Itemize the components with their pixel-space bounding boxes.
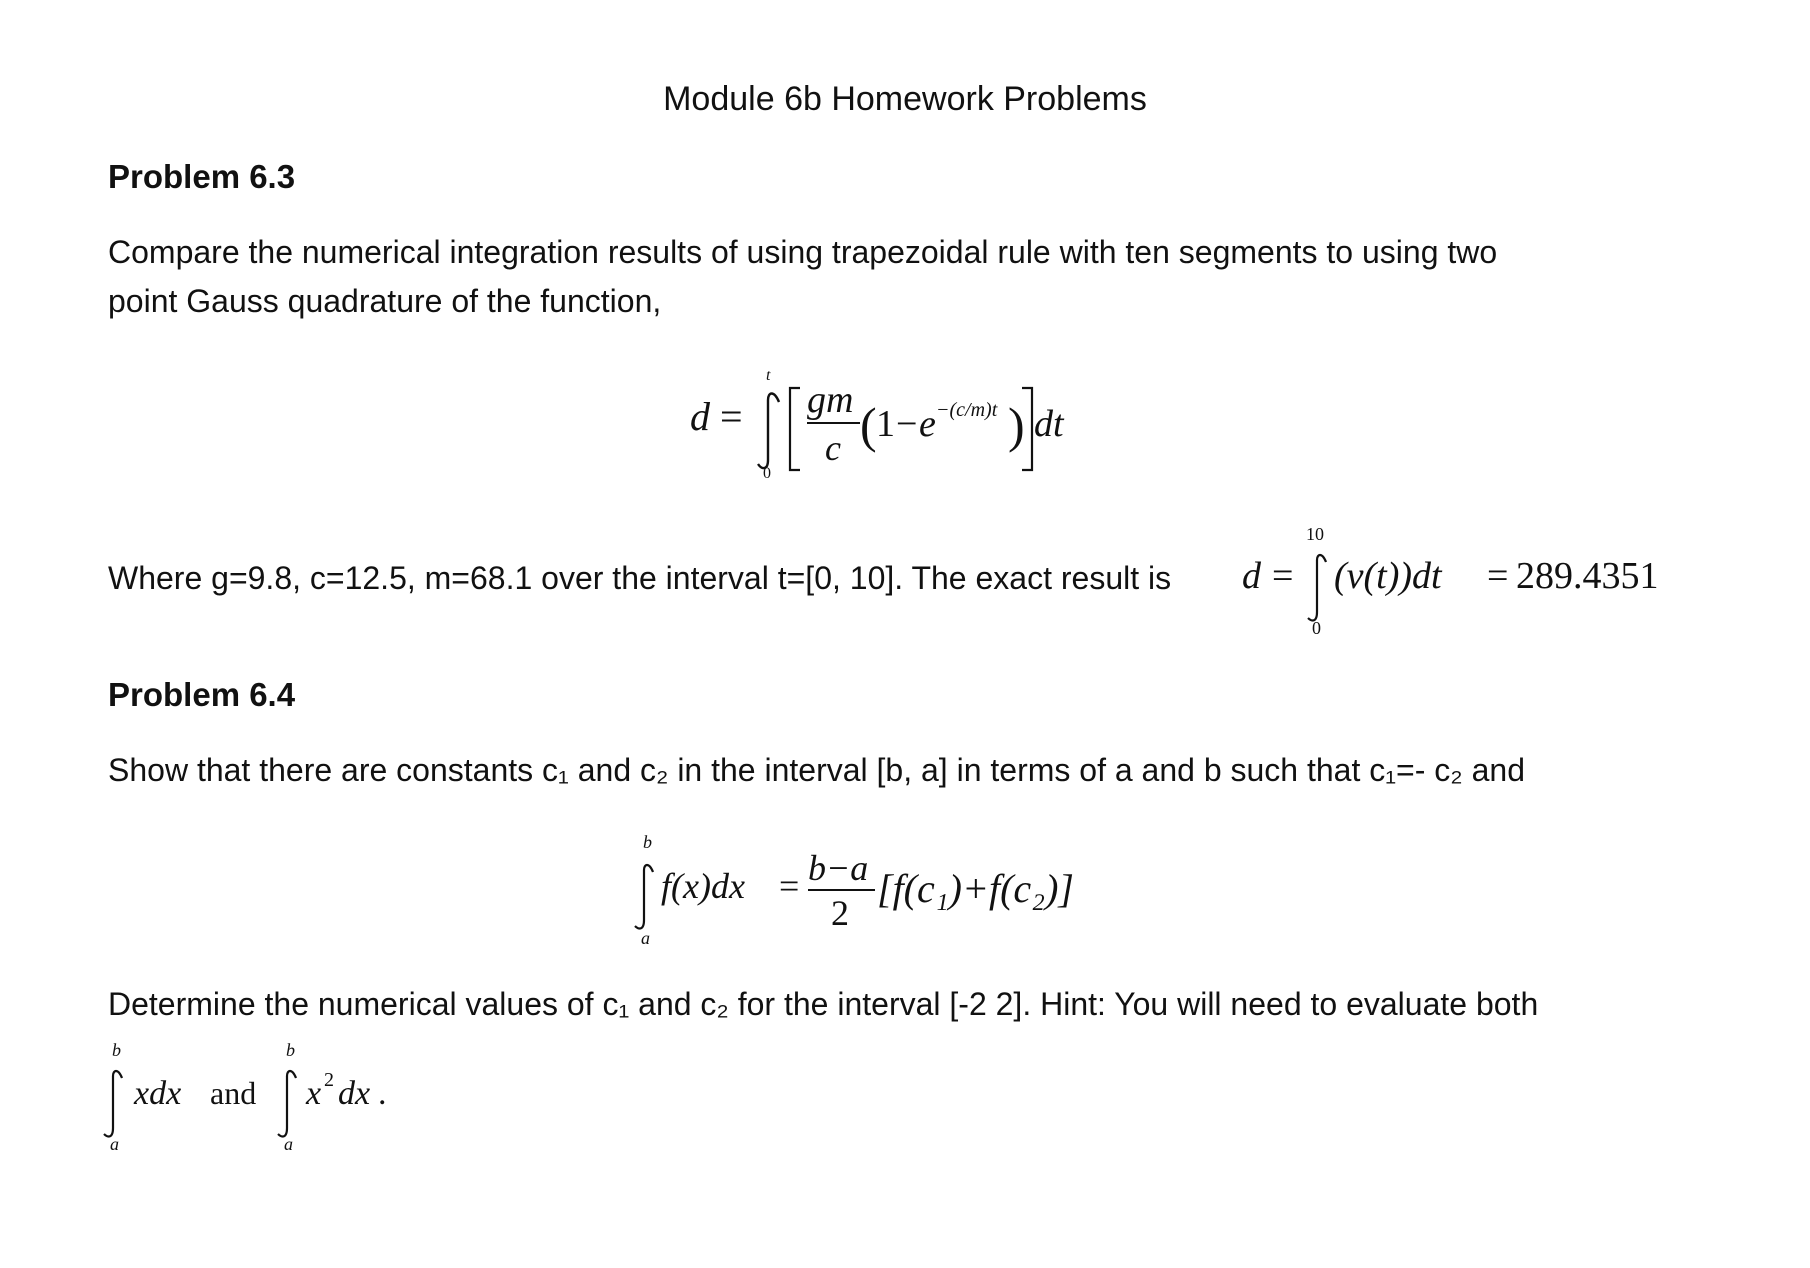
gauss-numerator: b−a — [808, 848, 869, 888]
exact-integrand: (v(t))dt — [1334, 555, 1442, 597]
integral-sign — [758, 394, 779, 469]
exact-result-equation — [1242, 520, 1682, 640]
eq-minus: − — [896, 403, 918, 445]
problem-6-4-statement: Show that there are constants c₁ and c₂ in the interval [b, a] in terms of a and b such that c₁=- c₂ and — [108, 752, 1525, 788]
hint2-upper-limit: b — [286, 1040, 295, 1060]
eq-one: 1 — [876, 403, 895, 445]
exact-lower-limit: 0 — [1312, 618, 1321, 638]
gauss-bracket-expression: [f(c₁)+f(c₂)] — [877, 866, 1074, 911]
eq-differential: dt — [1034, 403, 1064, 445]
exact-lhs-d: d — [1242, 555, 1261, 597]
gauss-lower-limit: a — [641, 928, 650, 948]
hint1-integrand: xdx — [134, 1075, 182, 1112]
eq-numerator: gm — [807, 379, 854, 421]
problem-6-4-determine-text: Determine the numerical values of c₁ and c₂ for the interval [-2 2]. Hint: You will need to evaluate both — [108, 986, 1539, 1022]
eq-denominator: c — [825, 428, 841, 468]
hint2-integrand-power: 2 — [324, 1069, 334, 1091]
left-square-bracket — [790, 388, 800, 470]
exact-equals: = — [1272, 555, 1294, 597]
hint1-upper-limit: b — [112, 1040, 121, 1060]
gauss-integrand: f(x)dx — [661, 866, 745, 906]
gauss-denominator: 2 — [831, 893, 849, 933]
gauss-equals: = — [779, 866, 800, 906]
eq-equals: = — [720, 394, 743, 439]
problem-6-4-heading: Problem 6.4 — [108, 676, 296, 713]
eq-exponent: −(c/m)t — [936, 399, 998, 421]
eq-exp-base: e — [919, 403, 936, 445]
hint-and: and — [210, 1075, 257, 1111]
problem-6-3-intro-line2: point Gauss quadrature of the function, — [108, 283, 662, 319]
hint-integrals — [100, 1038, 460, 1158]
problem-6-3-intro-line1: Compare the numerical integration results of using trapezoidal rule with ten segments to using two — [108, 234, 1498, 270]
eq-lhs-d: d — [690, 394, 710, 439]
exact-integral-sign — [1308, 555, 1326, 620]
right-paren: ) — [1008, 397, 1025, 453]
exact-upper-limit: 10 — [1306, 524, 1324, 544]
distance-integral-equation — [690, 360, 1110, 480]
left-paren: ( — [860, 397, 877, 453]
problem-6-3-where-text: Where g=9.8, c=12.5, m=68.1 over the interval t=[0, 10]. The exact result is — [108, 560, 1172, 596]
hint1-integral-sign — [104, 1071, 122, 1136]
hint2-integrand-dx: dx — [338, 1075, 371, 1112]
hint2-integral-sign — [278, 1071, 296, 1136]
problem-6-3-heading: Problem 6.3 — [108, 158, 296, 195]
exact-result: 289.4351 — [1516, 555, 1659, 597]
hint2-integrand-x: x — [306, 1075, 322, 1112]
eq-upper-limit: t — [766, 367, 771, 384]
page-title: Module 6b Homework Problems — [663, 80, 1147, 118]
hint1-lower-limit: a — [110, 1134, 119, 1154]
gauss-upper-limit: b — [643, 832, 652, 852]
hint2-lower-limit: a — [284, 1134, 293, 1154]
exact-equals-2: = — [1487, 555, 1509, 597]
gauss-integral-sign — [635, 865, 653, 928]
gauss-two-point-equation — [625, 830, 1185, 960]
eq-lower-limit: 0 — [763, 465, 771, 482]
hint2-period: . — [378, 1075, 387, 1112]
